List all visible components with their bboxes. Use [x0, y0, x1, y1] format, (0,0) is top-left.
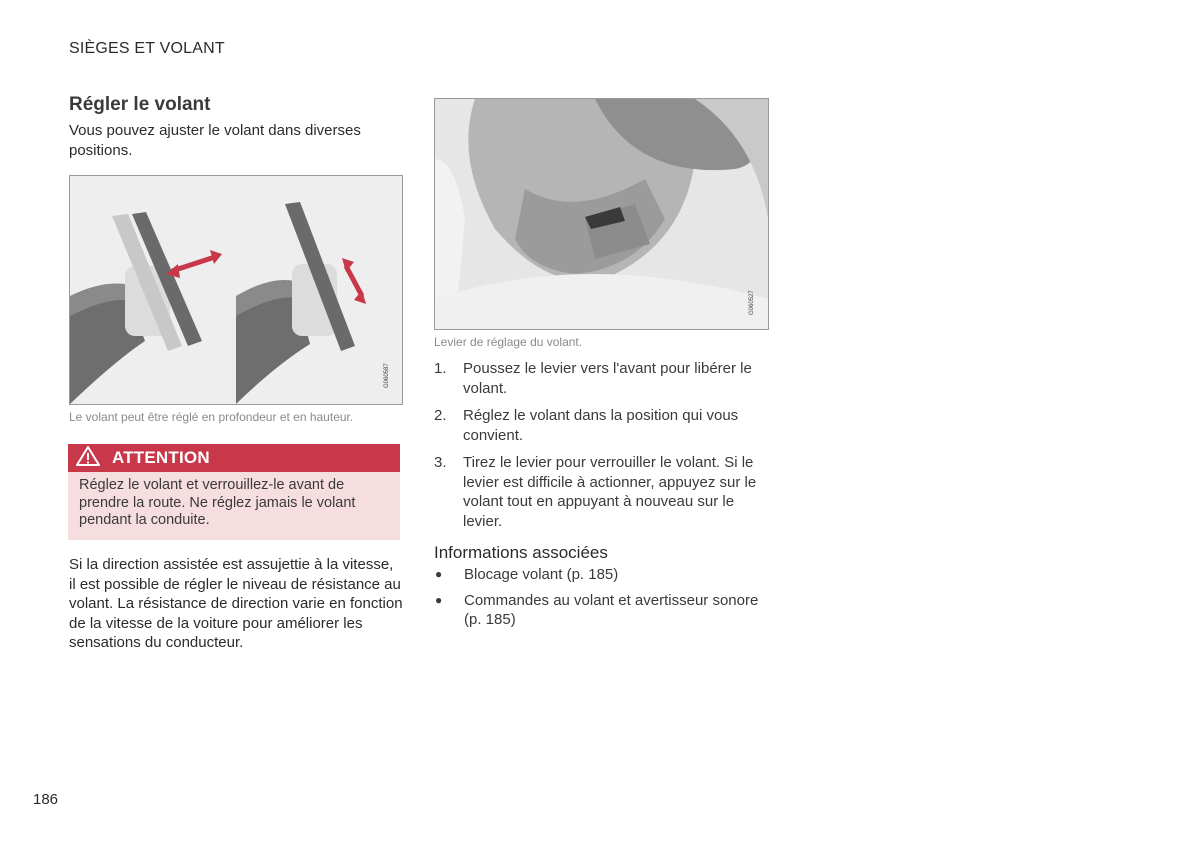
step-number: 2.	[434, 407, 447, 424]
related-link[interactable]: Blocage volant (p. 185)	[464, 566, 619, 583]
steering-wheel-drawing	[70, 176, 402, 404]
intro-text: Vous pouvez ajuster le volant dans diverses positions.	[69, 122, 361, 159]
step-text: Poussez le levier vers l'avant pour libérer le volant.	[463, 360, 752, 397]
step-text: Tirez le levier pour verrouiller le volant. Si le levier est difficile à actionner, appuyez sur le volant tout en appuyant à nouveau sur le levier.	[463, 454, 757, 530]
steps-list	[434, 359, 769, 539]
list-item	[434, 453, 769, 531]
bullet-icon: ●	[435, 592, 443, 607]
warning-header	[68, 444, 400, 472]
warning-triangle-icon	[76, 445, 100, 472]
list-item	[434, 406, 769, 445]
steering-lever-photo	[434, 98, 769, 330]
bullet-icon: ●	[435, 567, 443, 581]
body-paragraph: Si la direction assistée est assujettie à la vitesse, il est possible de régler le niveau de résistance au volant. La résistance de direction varie en fonction de la vitesse de la voiture pour améliorer les sensations du conducteur.	[69, 556, 403, 651]
step-text: Réglez le volant dans la position qui vous convient.	[463, 407, 739, 444]
figure1-caption: Le volant peut être réglé en profondeur et en hauteur.	[69, 410, 354, 424]
warning-text: Réglez le volant et verrouillez-le avant de prendre la route. Ne réglez jamais le volant pendant la conduite.	[68, 472, 400, 540]
step-number: 3.	[434, 454, 447, 471]
list-item[interactable]	[434, 591, 769, 630]
figure2-caption: Levier de réglage du volant.	[434, 335, 583, 349]
related-info-heading: Informations associées	[434, 543, 608, 562]
step-number: 1.	[434, 360, 447, 377]
warning-label: ATTENTION	[112, 448, 210, 467]
related-info-list	[434, 565, 769, 636]
figure1-code: G060587	[384, 363, 390, 388]
steering-adjust-illustration	[69, 175, 403, 405]
section-header: SIÈGES ET VOLANT	[69, 40, 225, 57]
list-item	[434, 359, 769, 398]
related-link[interactable]: Commandes au volant et avertisseur sonore (p. 185)	[464, 591, 759, 628]
list-item[interactable]	[434, 565, 769, 585]
warning-box	[68, 444, 400, 540]
page-title: Régler le volant	[69, 94, 211, 115]
page-number: 186	[33, 791, 59, 808]
steering-column-drawing	[435, 99, 768, 329]
figure2-code: G060527	[749, 290, 755, 315]
